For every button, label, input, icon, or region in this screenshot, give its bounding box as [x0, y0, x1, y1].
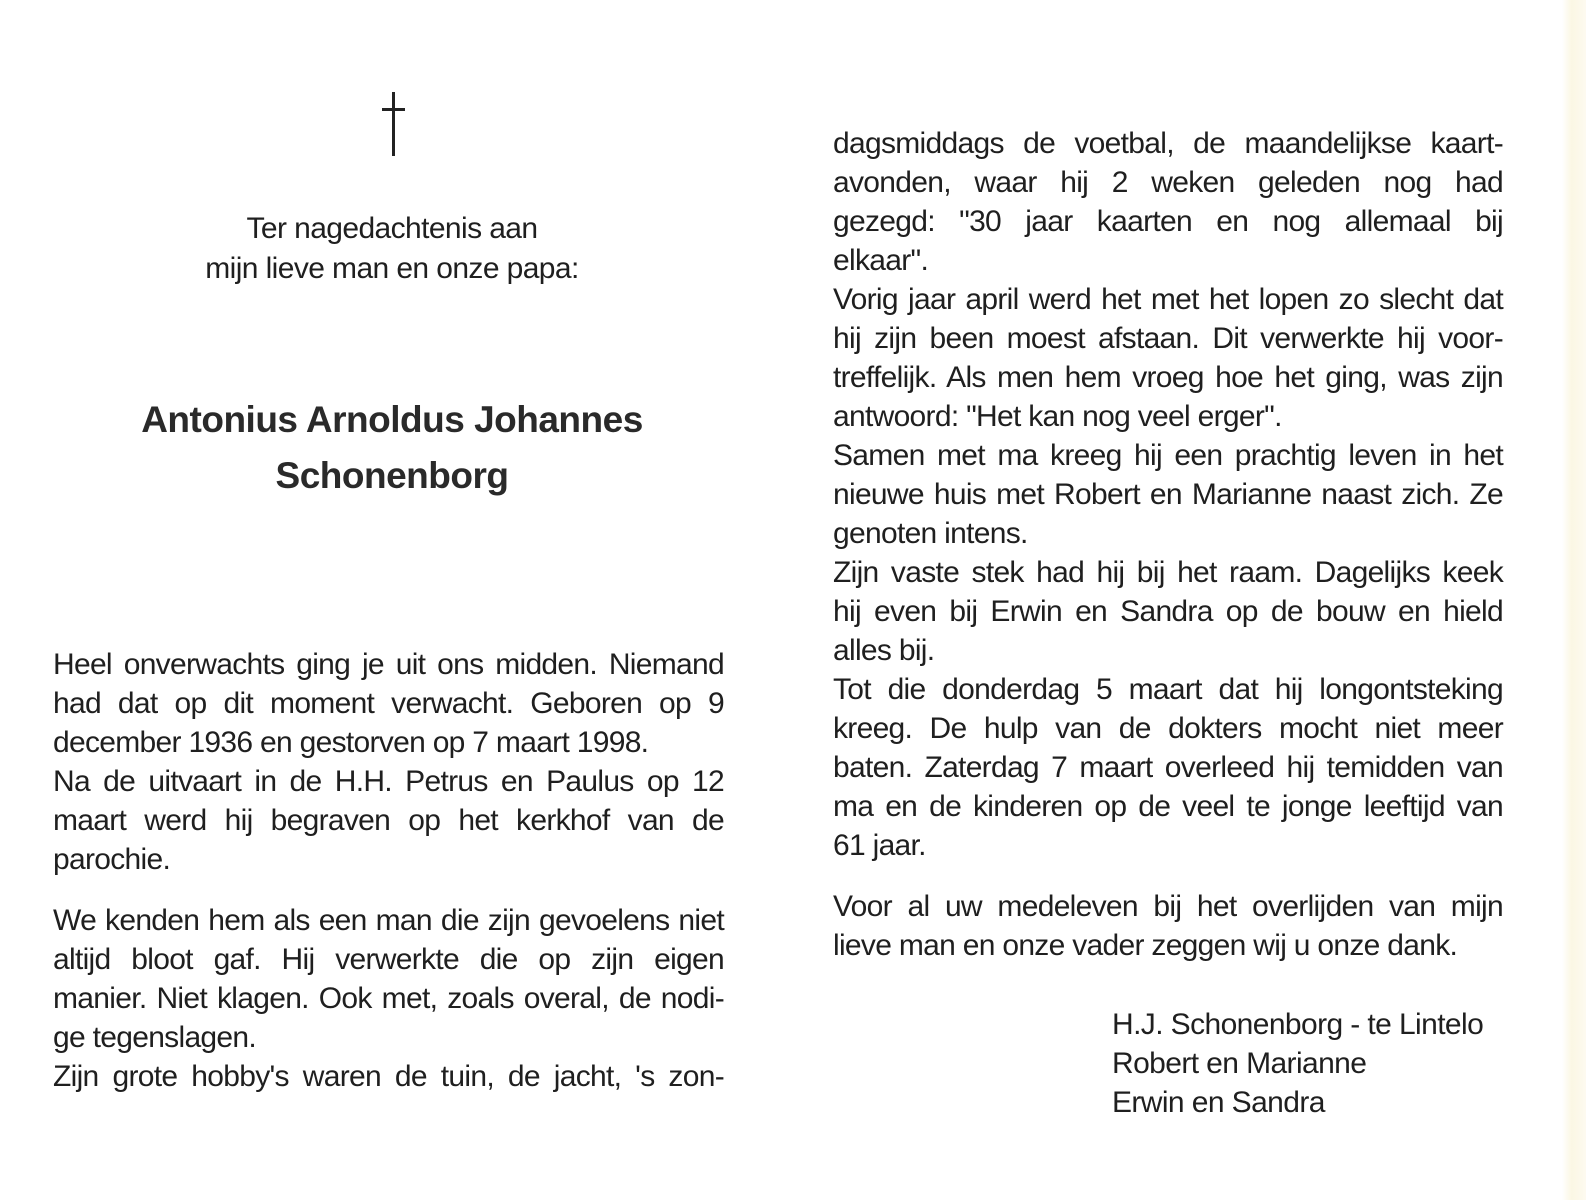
text-line: hij even bij Erwin en Sandra op de bouw en hield — [833, 595, 1503, 628]
text-line: alles bij. — [833, 634, 935, 667]
text-line: manier. Niet klagen. Ook met, zoals overal, de nodi- — [53, 982, 724, 1015]
deceased-surname: Schonenborg — [275, 455, 509, 496]
text-line: baten. Zaterdag 7 maart overleed hij temidden van — [833, 751, 1503, 784]
signatures — [1112, 1005, 1483, 1122]
text-line: ge tegenslagen. — [53, 1021, 257, 1054]
text-line: altijd bloot gaf. Hij verwerkte die op zijn eigen — [53, 943, 724, 976]
text-line: Samen met ma kreeg hij een prachtig leven in het — [833, 439, 1503, 472]
card-edge — [1562, 0, 1586, 1200]
paragraph-gap — [53, 879, 724, 901]
text-line: avonden, waar hij 2 weken geleden nog had — [833, 166, 1503, 199]
text-line: hij zijn been moest afstaan. Dit verwerkte hij voor- — [833, 322, 1503, 355]
text-line: lieve man en onze vader zeggen wij u onze dank. — [833, 929, 1458, 962]
text-line — [53, 1096, 724, 1135]
signature-line: Robert en Marianne — [1112, 1047, 1367, 1080]
text-line: treffelijk. Als men hem vroeg hoe het ging, was zijn — [833, 361, 1503, 394]
cross-icon — [380, 92, 408, 156]
left-column-text — [53, 645, 724, 1135]
paragraph-gap — [833, 865, 1503, 887]
right-column-text — [833, 124, 1503, 965]
text-line: genoten intens. — [833, 517, 1028, 550]
signature-line: Erwin en Sandra — [1112, 1086, 1325, 1119]
text-line: ma en de kinderen op de veel te jonge leeftijd van — [833, 790, 1503, 823]
text-line: dagsmiddags de voetbal, de maandelijkse kaart- — [833, 127, 1503, 160]
text-line: Heel onverwachts ging je uit ons midden. Niemand — [53, 648, 724, 681]
deceased-name: Antonius Arnoldus Johannes — [141, 399, 643, 440]
text-line: Tot die donderdag 5 maart dat hij longontsteking — [833, 673, 1503, 706]
signature-line: H.J. Schonenborg - te Lintelo — [1112, 1008, 1484, 1041]
text-line: elkaar". — [833, 244, 929, 277]
text-line: antwoord: "Het kan nog veel erger". — [833, 400, 1282, 433]
text-line: Vorig jaar april werd het met het lopen zo slecht dat — [833, 283, 1503, 316]
text-line: We kenden hem als een man die zijn gevoelens niet — [53, 904, 724, 937]
text-line: Voor al uw medeleven bij het overlijden van mijn — [833, 890, 1503, 923]
text-line: december 1936 en gestorven op 7 maart 1998. — [53, 726, 649, 759]
text-line: 61 jaar. — [833, 829, 926, 862]
text-line: Zijn vaste stek had hij bij het raam. Dagelijks keek — [833, 556, 1503, 589]
intro-line-2: mijn lieve man en onze papa: — [205, 252, 579, 285]
text-line: parochie. — [53, 843, 171, 876]
text-line: gezegd: "30 jaar kaarten en nog allemaal bij — [833, 205, 1503, 238]
text-line: kreeg. De hulp van de dokters mocht niet meer — [833, 712, 1503, 745]
text-line: had dat op dit moment verwacht. Geboren op 9 — [53, 687, 724, 720]
text-line: nieuwe huis met Robert en Marianne naast zich. Ze — [833, 478, 1503, 511]
intro-line-1: Ter nagedachtenis aan — [246, 212, 538, 245]
text-line: Zijn grote hobby's waren de tuin, de jacht, 's zon- — [53, 1060, 724, 1093]
text-line: maart werd hij begraven op het kerkhof van de — [53, 804, 724, 837]
text-line: Na de uitvaart in de H.H. Petrus en Paulus op 12 — [53, 765, 724, 798]
